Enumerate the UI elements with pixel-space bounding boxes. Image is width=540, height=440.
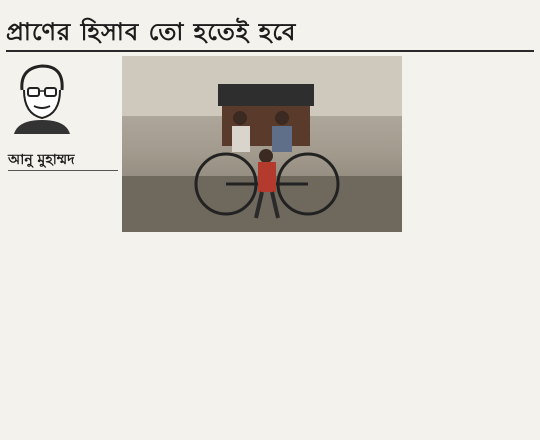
author-sketch-portrait-icon bbox=[8, 60, 74, 134]
cycle-rickshaw-photo bbox=[122, 56, 402, 232]
author-byline: আনু মুহাম্মদ bbox=[8, 152, 75, 168]
byline-rule bbox=[8, 170, 118, 171]
body-column-2 bbox=[124, 256, 260, 438]
body-column-1 bbox=[6, 176, 118, 438]
article-headline: প্রাণের হিসাব তো হতেই হবে bbox=[6, 18, 297, 46]
headline-rule bbox=[6, 50, 534, 52]
body-column-4 bbox=[408, 56, 536, 438]
body-column-3 bbox=[266, 256, 402, 438]
